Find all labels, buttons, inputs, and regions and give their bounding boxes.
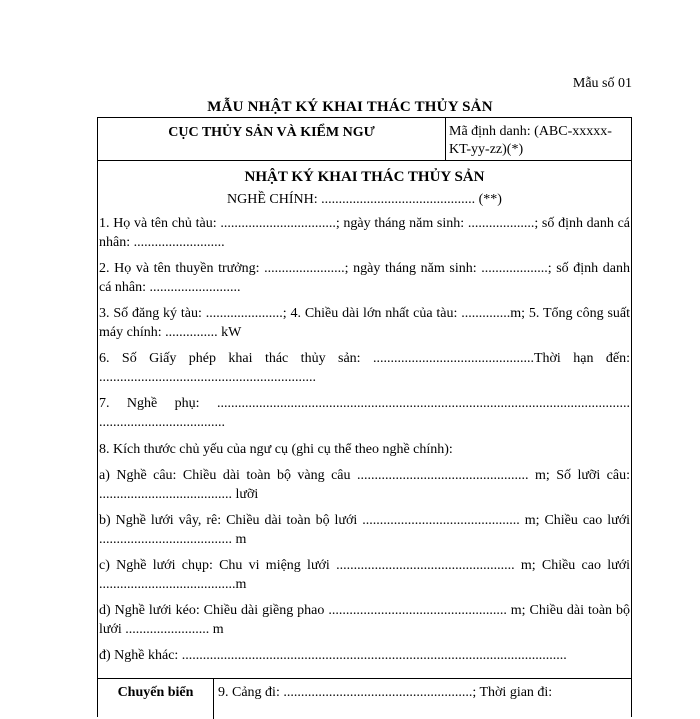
lift-gear-field: c) Nghề lưới chụp: Chu vi miệng lưới ................................................... m; Chiều cao lưới .......................................m (99, 558, 630, 592)
departure-port-field: 9. Cảng đi: ......................................................; Thời gian đi: (218, 685, 553, 700)
license-field: 6. Số Giấy phép khai thác thủy sản: ..............................................Thời hạn đến: .............................................................. (99, 351, 630, 385)
main-gear-field: NGHỀ CHÍNH: ............................................ (**) (227, 192, 502, 207)
purse-gear-field: b) Nghề lưới vây, rê: Chiều dài toàn bộ lưới ............................................. m; Chiều cao lưới ...................................... m (99, 513, 630, 547)
identifier-field: Mã định danh: (ABC-xxxxx-KT-yy-zz)(*) (449, 124, 612, 157)
owner-field: 1. Họ và tên chủ tàu: .................................; ngày tháng năm sinh: ...................; số định danh cá nhân: .......................... (99, 216, 630, 250)
agency-name: CỤC THỦY SẢN VÀ KIỂM NGƯ (98, 118, 446, 160)
form-number: Mẫu số 01 (572, 76, 632, 91)
hook-gear-field: a) Nghề câu: Chiều dài toàn bộ vàng câu ................................................. m; Số lưỡi câu: ...................................... lưỡi (99, 468, 630, 502)
log-form-frame (97, 117, 632, 717)
form-header-row (98, 118, 631, 161)
log-title: NHẬT KÝ KHAI THÁC THỦY SẢN (244, 169, 485, 185)
captain-field: 2. Họ và tên thuyền trưởng: .......................; ngày tháng năm sinh: ...................; số định danh cá nhân: .......................... (99, 261, 630, 295)
other-gear-field: đ) Nghề khác: .............................................................................................................. (99, 648, 567, 663)
gear-dimensions-title: 8. Kích thước chủ yếu của ngư cụ (ghi cụ thể theo nghề chính): (99, 442, 453, 457)
trawl-gear-field: d) Nghề lưới kéo: Chiều dài giềng phao ................................................... m; Chiều dài toàn bộ lưới ........................ m (99, 603, 630, 637)
vessel-field: 3. Số đăng ký tàu: ......................; 4. Chiều dài lớn nhất của tàu: ..............m; 5. Tổng công suất máy chính: ............... kW (99, 306, 630, 340)
voyage-label: Chuyến biển (98, 679, 214, 719)
secondary-gear-field: 7. Nghề phụ: ...................................................................................................................... .................................... (99, 396, 630, 430)
document-title: MẪU NHẬT KÝ KHAI THÁC THỦY SẢN (207, 99, 493, 115)
voyage-row (98, 678, 631, 719)
